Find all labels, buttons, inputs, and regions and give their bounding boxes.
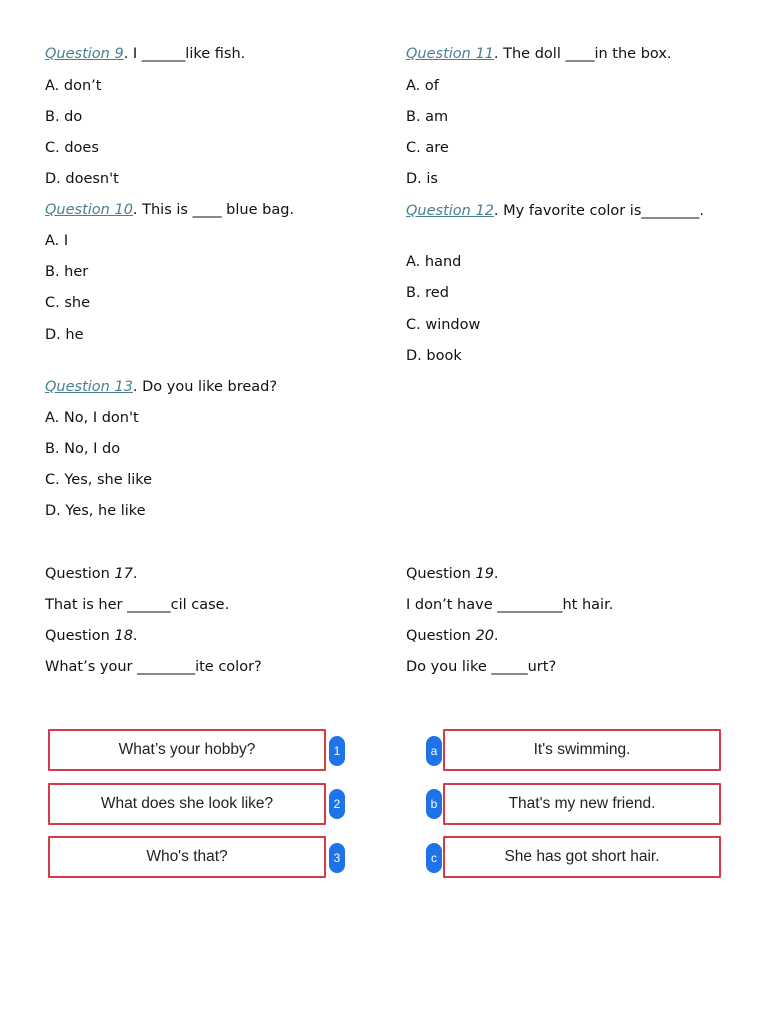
match-badge-2: 2 [329,789,345,819]
match-badge-b: b [426,789,442,819]
question-11-option-d: D. is [406,171,438,187]
match-badge-a: a [426,736,442,766]
question-12-stem: Question 12. My favorite color is________. [406,203,704,219]
question-10-option-d: D. he [45,327,84,343]
question-9-option-a: A. don’t [45,78,102,94]
question-13-option-a: A. No, I don't [45,410,139,426]
question-10-option-c: C. she [45,295,91,311]
match-badge-1: 1 [329,736,345,766]
question-11-link[interactable]: Question 11 [406,46,494,62]
question-12-option-c: C. window [406,317,481,333]
question-17-text: That is her ______cil case. [45,597,230,613]
question-20-text: Do you like _____urt? [406,659,557,675]
question-9-link[interactable]: Question 9 [45,46,124,62]
question-17-heading: Question 17. [45,566,138,582]
match-left-3[interactable]: Who's that? [48,836,326,878]
question-12-option-a: A. hand [406,254,462,270]
match-left-2[interactable]: What does she look like? [48,783,326,825]
question-12-option-b: B. red [406,285,449,301]
question-13-link[interactable]: Question 13 [45,379,133,395]
question-13-option-b: B. No, I do [45,441,121,457]
match-badge-3: 3 [329,843,345,873]
question-20-heading: Question 20. [406,628,499,644]
question-19-heading: Question 19. [406,566,499,582]
question-9-option-b: B. do [45,109,83,125]
question-19-text: I don’t have _________ht hair. [406,597,614,613]
match-right-a[interactable]: It's swimming. [443,729,721,771]
question-11-option-c: C. are [406,140,449,156]
question-11-option-a: A. of [406,78,439,94]
match-left-1[interactable]: What’s your hobby? [48,729,326,771]
question-18-text: What’s your ________ite color? [45,659,262,675]
question-10-stem: Question 10. This is ____ blue bag. [45,202,295,218]
question-11-stem: Question 11. The doll ____in the box. [406,46,672,62]
question-13-stem: Question 13. Do you like bread? [45,379,278,395]
question-13-option-d: D. Yes, he like [45,503,146,519]
question-9-option-c: C. does [45,140,99,156]
question-10-option-a: A. I [45,233,69,249]
match-badge-c: c [426,843,442,873]
question-18-heading: Question 18. [45,628,138,644]
match-right-c[interactable]: She has got short hair. [443,836,721,878]
question-9-stem: Question 9. I ______like fish. [45,46,246,62]
question-12-link[interactable]: Question 12 [406,203,494,219]
question-10-option-b: B. her [45,264,89,280]
question-12-option-d: D. book [406,348,462,364]
match-right-b[interactable]: That's my new friend. [443,783,721,825]
question-13-option-c: C. Yes, she like [45,472,153,488]
question-11-option-b: B. am [406,109,449,125]
question-9-option-d: D. doesn't [45,171,119,187]
question-10-link[interactable]: Question 10 [45,202,133,218]
